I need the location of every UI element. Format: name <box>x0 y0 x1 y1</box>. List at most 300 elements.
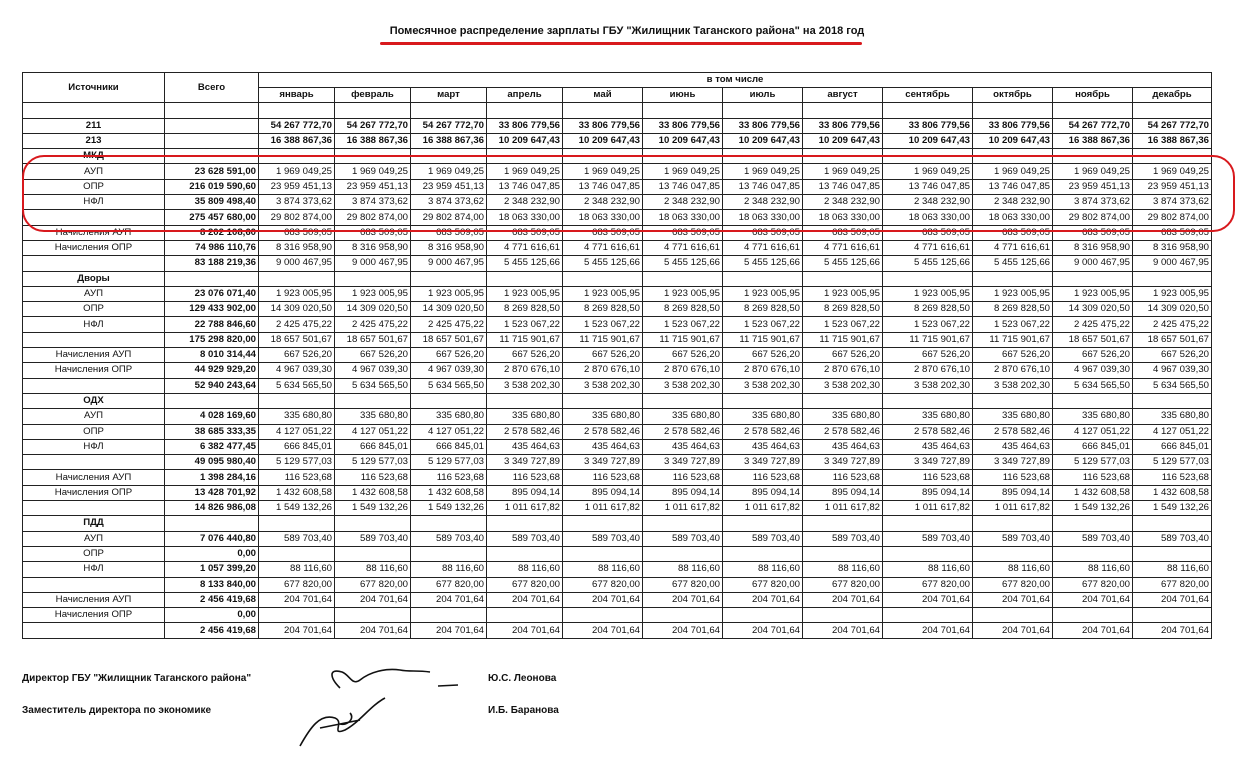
month-value: 2 348 232,90 <box>723 195 803 210</box>
month-value: 667 526,20 <box>1133 348 1212 363</box>
month-value: 116 523,68 <box>643 470 723 485</box>
month-value: 435 464,63 <box>723 439 803 454</box>
row-label: МКД <box>23 149 165 164</box>
month-value <box>803 149 883 164</box>
month-value: 9 000 467,95 <box>1133 256 1212 271</box>
month-value: 1 011 617,82 <box>643 501 723 516</box>
month-value <box>1053 103 1133 118</box>
month-value: 1 011 617,82 <box>973 501 1053 516</box>
month-value <box>259 546 335 561</box>
month-value: 18 657 501,67 <box>1133 332 1212 347</box>
month-value <box>973 546 1053 561</box>
month-value: 589 703,40 <box>487 531 563 546</box>
month-value: 589 703,40 <box>335 531 411 546</box>
month-value: 16 388 867,36 <box>335 133 411 148</box>
month-value <box>259 103 335 118</box>
month-value: 18 063 330,00 <box>563 210 643 225</box>
month-value: 2 870 676,10 <box>883 363 973 378</box>
month-value: 2 578 582,46 <box>973 424 1053 439</box>
month-value: 1 011 617,82 <box>723 501 803 516</box>
month-value: 3 349 727,89 <box>883 455 973 470</box>
month-value: 667 526,20 <box>563 348 643 363</box>
month-value: 1 549 132,26 <box>1133 501 1212 516</box>
month-value: 677 820,00 <box>723 577 803 592</box>
month-value: 335 680,80 <box>1133 409 1212 424</box>
month-value: 1 969 049,25 <box>883 164 973 179</box>
month-value: 116 523,68 <box>411 470 487 485</box>
row-total: 52 940 243,64 <box>165 378 259 393</box>
month-value <box>335 546 411 561</box>
month-value: 204 701,64 <box>411 592 487 607</box>
month-value: 11 715 901,67 <box>643 332 723 347</box>
month-value: 667 526,20 <box>723 348 803 363</box>
month-header: декабрь <box>1133 88 1212 103</box>
month-value <box>803 103 883 118</box>
month-value <box>487 393 563 408</box>
month-value: 683 509,05 <box>335 225 411 240</box>
month-value: 88 116,60 <box>259 562 335 577</box>
month-value: 13 746 047,85 <box>563 179 643 194</box>
month-value: 5 129 577,03 <box>259 455 335 470</box>
month-header: январь <box>259 88 335 103</box>
month-value <box>1133 149 1212 164</box>
month-value <box>643 393 723 408</box>
deputy-name: И.Б. Баранова <box>488 705 559 716</box>
month-value: 677 820,00 <box>411 577 487 592</box>
row-label: АУП <box>23 164 165 179</box>
month-value: 1 923 005,95 <box>883 286 973 301</box>
month-value: 1 923 005,95 <box>411 286 487 301</box>
month-value: 589 703,40 <box>973 531 1053 546</box>
row-total: 8 202 108,60 <box>165 225 259 240</box>
month-value: 3 349 727,89 <box>643 455 723 470</box>
month-value: 1 432 608,58 <box>335 485 411 500</box>
month-value: 88 116,60 <box>563 562 643 577</box>
salary-table <box>22 72 1212 639</box>
month-value <box>563 103 643 118</box>
month-value: 435 464,63 <box>643 439 723 454</box>
month-value: 2 578 582,46 <box>487 424 563 439</box>
row-total: 1 398 284,16 <box>165 470 259 485</box>
month-value: 2 578 582,46 <box>643 424 723 439</box>
month-value: 13 746 047,85 <box>643 179 723 194</box>
month-value: 2 348 232,90 <box>643 195 723 210</box>
month-value: 5 129 577,03 <box>1133 455 1212 470</box>
month-value: 4 967 039,30 <box>259 363 335 378</box>
row-total: 1 057 399,20 <box>165 562 259 577</box>
month-value: 11 715 901,67 <box>803 332 883 347</box>
month-value: 116 523,68 <box>1133 470 1212 485</box>
month-value <box>563 608 643 623</box>
month-value: 5 455 125,66 <box>643 256 723 271</box>
row-total: 22 788 846,60 <box>165 317 259 332</box>
month-value: 8 269 828,50 <box>803 302 883 317</box>
row-total: 6 382 477,45 <box>165 439 259 454</box>
month-value: 5 634 565,50 <box>1133 378 1212 393</box>
month-value <box>723 608 803 623</box>
month-value: 666 845,01 <box>259 439 335 454</box>
month-value <box>563 393 643 408</box>
month-value: 88 116,60 <box>487 562 563 577</box>
month-value: 1 011 617,82 <box>487 501 563 516</box>
table-row <box>23 501 1212 516</box>
month-value: 18 063 330,00 <box>883 210 973 225</box>
month-value: 683 509,05 <box>411 225 487 240</box>
month-value <box>723 271 803 286</box>
title-underline <box>380 42 862 45</box>
month-value: 895 094,14 <box>487 485 563 500</box>
month-value: 33 806 779,56 <box>883 118 973 133</box>
month-value: 1 923 005,95 <box>1053 286 1133 301</box>
month-value: 14 309 020,50 <box>411 302 487 317</box>
month-value: 1 923 005,95 <box>335 286 411 301</box>
month-value <box>1133 516 1212 531</box>
month-value: 8 269 828,50 <box>563 302 643 317</box>
month-value: 23 959 451,13 <box>411 179 487 194</box>
month-value <box>803 608 883 623</box>
month-value: 204 701,64 <box>1053 623 1133 638</box>
month-value: 1 523 067,22 <box>803 317 883 332</box>
month-value: 677 820,00 <box>335 577 411 592</box>
month-value: 204 701,64 <box>259 623 335 638</box>
row-total: 129 433 902,00 <box>165 302 259 317</box>
month-value: 677 820,00 <box>1053 577 1133 592</box>
month-value <box>1133 271 1212 286</box>
table-row <box>23 363 1212 378</box>
month-value: 10 209 647,43 <box>803 133 883 148</box>
month-value <box>411 271 487 286</box>
month-value: 677 820,00 <box>803 577 883 592</box>
month-value <box>973 516 1053 531</box>
row-label: ОПР <box>23 546 165 561</box>
month-value <box>803 546 883 561</box>
month-value: 5 634 565,50 <box>411 378 487 393</box>
row-label: Начисления АУП <box>23 470 165 485</box>
month-value <box>259 516 335 531</box>
month-value: 1 969 049,25 <box>723 164 803 179</box>
row-label: АУП <box>23 286 165 301</box>
row-label <box>23 623 165 638</box>
month-value: 677 820,00 <box>487 577 563 592</box>
month-value <box>803 393 883 408</box>
month-header: ноябрь <box>1053 88 1133 103</box>
month-value: 667 526,20 <box>803 348 883 363</box>
month-value: 88 116,60 <box>973 562 1053 577</box>
month-value: 1 969 049,25 <box>1133 164 1212 179</box>
table-row <box>23 378 1212 393</box>
table-row <box>23 562 1212 577</box>
month-value: 335 680,80 <box>563 409 643 424</box>
month-value: 204 701,64 <box>643 592 723 607</box>
month-value: 1 011 617,82 <box>563 501 643 516</box>
month-value: 204 701,64 <box>973 623 1053 638</box>
month-value: 335 680,80 <box>803 409 883 424</box>
month-value: 1 969 049,25 <box>803 164 883 179</box>
table-row <box>23 149 1212 164</box>
month-value <box>1133 103 1212 118</box>
month-value: 4 127 051,22 <box>411 424 487 439</box>
month-value: 18 063 330,00 <box>973 210 1053 225</box>
month-value: 677 820,00 <box>973 577 1053 592</box>
month-value: 3 874 373,62 <box>1053 195 1133 210</box>
table-row <box>23 302 1212 317</box>
month-value: 666 845,01 <box>1053 439 1133 454</box>
month-value: 33 806 779,56 <box>487 118 563 133</box>
month-value <box>883 546 973 561</box>
month-value <box>723 516 803 531</box>
month-value: 2 578 582,46 <box>883 424 973 439</box>
month-value <box>411 608 487 623</box>
month-value <box>643 608 723 623</box>
month-value: 1 923 005,95 <box>259 286 335 301</box>
month-value: 5 129 577,03 <box>335 455 411 470</box>
month-value: 1 432 608,58 <box>1133 485 1212 500</box>
month-value <box>259 608 335 623</box>
month-value: 5 455 125,66 <box>723 256 803 271</box>
month-value: 116 523,68 <box>259 470 335 485</box>
month-value: 683 509,05 <box>1053 225 1133 240</box>
month-value <box>487 546 563 561</box>
row-total: 49 095 980,40 <box>165 455 259 470</box>
month-value: 683 509,05 <box>643 225 723 240</box>
month-value: 13 746 047,85 <box>803 179 883 194</box>
row-total <box>165 393 259 408</box>
month-value: 10 209 647,43 <box>487 133 563 148</box>
month-value: 29 802 874,00 <box>259 210 335 225</box>
month-value: 33 806 779,56 <box>973 118 1053 133</box>
month-value <box>883 271 973 286</box>
month-value: 589 703,40 <box>803 531 883 546</box>
month-value: 1 432 608,58 <box>411 485 487 500</box>
month-value: 14 309 020,50 <box>1133 302 1212 317</box>
month-value: 29 802 874,00 <box>411 210 487 225</box>
month-value: 9 000 467,95 <box>335 256 411 271</box>
month-value: 8 269 828,50 <box>973 302 1053 317</box>
month-value: 13 746 047,85 <box>487 179 563 194</box>
month-value: 435 464,63 <box>973 439 1053 454</box>
month-value: 204 701,64 <box>643 623 723 638</box>
table-row <box>23 210 1212 225</box>
month-value: 677 820,00 <box>259 577 335 592</box>
table-row <box>23 271 1212 286</box>
month-value: 16 388 867,36 <box>259 133 335 148</box>
month-value: 335 680,80 <box>259 409 335 424</box>
month-value: 1 969 049,25 <box>259 164 335 179</box>
month-value <box>411 393 487 408</box>
row-label: 211 <box>23 118 165 133</box>
month-value: 54 267 772,70 <box>335 118 411 133</box>
month-value: 2 348 232,90 <box>563 195 643 210</box>
row-total <box>165 133 259 148</box>
row-label: ОДХ <box>23 393 165 408</box>
month-value <box>883 608 973 623</box>
month-value: 1 969 049,25 <box>411 164 487 179</box>
table-row <box>23 332 1212 347</box>
month-value: 11 715 901,67 <box>723 332 803 347</box>
month-value: 33 806 779,56 <box>563 118 643 133</box>
month-value: 683 509,05 <box>563 225 643 240</box>
month-value: 1 969 049,25 <box>643 164 723 179</box>
row-label: Начисления ОПР <box>23 363 165 378</box>
month-value: 204 701,64 <box>487 592 563 607</box>
month-value: 1 923 005,95 <box>563 286 643 301</box>
month-value: 589 703,40 <box>1053 531 1133 546</box>
month-value: 589 703,40 <box>259 531 335 546</box>
month-value <box>1053 608 1133 623</box>
month-value <box>883 393 973 408</box>
month-value <box>803 516 883 531</box>
month-value: 4 771 616,61 <box>883 240 973 255</box>
row-total: 4 028 169,60 <box>165 409 259 424</box>
month-value: 1 923 005,95 <box>723 286 803 301</box>
month-value: 14 309 020,50 <box>1053 302 1133 317</box>
month-value: 88 116,60 <box>883 562 973 577</box>
month-value: 18 063 330,00 <box>487 210 563 225</box>
month-value <box>411 103 487 118</box>
table-row <box>23 608 1212 623</box>
month-value <box>335 149 411 164</box>
table-row <box>23 195 1212 210</box>
month-value <box>563 149 643 164</box>
month-value <box>883 103 973 118</box>
row-label <box>23 378 165 393</box>
month-value: 335 680,80 <box>643 409 723 424</box>
director-name: Ю.С. Леонова <box>488 673 557 684</box>
month-value: 1 549 132,26 <box>259 501 335 516</box>
month-value: 589 703,40 <box>1133 531 1212 546</box>
table-row <box>23 531 1212 546</box>
row-label: Начисления АУП <box>23 225 165 240</box>
month-value: 5 455 125,66 <box>973 256 1053 271</box>
row-label <box>23 455 165 470</box>
row-label: ОПР <box>23 179 165 194</box>
month-value: 335 680,80 <box>487 409 563 424</box>
month-value: 8 269 828,50 <box>723 302 803 317</box>
month-value: 11 715 901,67 <box>487 332 563 347</box>
row-total: 13 428 701,92 <box>165 485 259 500</box>
month-value: 677 820,00 <box>563 577 643 592</box>
month-value: 683 509,05 <box>723 225 803 240</box>
month-value: 116 523,68 <box>973 470 1053 485</box>
month-value: 204 701,64 <box>1053 592 1133 607</box>
month-value <box>411 149 487 164</box>
month-value: 88 116,60 <box>643 562 723 577</box>
month-value <box>973 393 1053 408</box>
month-value: 9 000 467,95 <box>1053 256 1133 271</box>
month-value: 895 094,14 <box>973 485 1053 500</box>
month-value: 18 063 330,00 <box>803 210 883 225</box>
month-value: 667 526,20 <box>1053 348 1133 363</box>
month-value: 1 523 067,22 <box>883 317 973 332</box>
month-value: 5 455 125,66 <box>487 256 563 271</box>
month-value <box>1053 271 1133 286</box>
month-value: 18 657 501,67 <box>259 332 335 347</box>
month-value: 1 432 608,58 <box>259 485 335 500</box>
row-total: 275 457 680,00 <box>165 210 259 225</box>
row-total: 23 628 591,00 <box>165 164 259 179</box>
table-row <box>23 470 1212 485</box>
row-total <box>165 516 259 531</box>
month-value: 16 388 867,36 <box>411 133 487 148</box>
month-value <box>1053 149 1133 164</box>
month-value: 10 209 647,43 <box>643 133 723 148</box>
month-value: 335 680,80 <box>1053 409 1133 424</box>
table-row <box>23 240 1212 255</box>
month-value <box>259 149 335 164</box>
month-value: 33 806 779,56 <box>723 118 803 133</box>
month-value: 683 509,05 <box>883 225 973 240</box>
month-value: 1 969 049,25 <box>487 164 563 179</box>
month-value: 33 806 779,56 <box>643 118 723 133</box>
table-row <box>23 546 1212 561</box>
row-label: НФЛ <box>23 317 165 332</box>
month-value: 204 701,64 <box>335 623 411 638</box>
month-value: 4 967 039,30 <box>1133 363 1212 378</box>
month-value: 2 425 475,22 <box>259 317 335 332</box>
month-value: 1 549 132,26 <box>1053 501 1133 516</box>
month-value: 3 874 373,62 <box>335 195 411 210</box>
month-value: 13 746 047,85 <box>723 179 803 194</box>
row-label: ОПР <box>23 302 165 317</box>
month-value: 13 746 047,85 <box>883 179 973 194</box>
row-total: 216 019 590,60 <box>165 179 259 194</box>
month-value <box>335 393 411 408</box>
table-row <box>23 225 1212 240</box>
month-value: 683 509,05 <box>1133 225 1212 240</box>
month-value: 23 959 451,13 <box>335 179 411 194</box>
row-label <box>23 103 165 118</box>
month-value: 5 129 577,03 <box>1053 455 1133 470</box>
month-value <box>335 608 411 623</box>
month-value: 435 464,63 <box>487 439 563 454</box>
month-value: 2 348 232,90 <box>883 195 973 210</box>
header-in-that: в том числе <box>259 73 1212 88</box>
month-value: 677 820,00 <box>643 577 723 592</box>
month-value <box>487 271 563 286</box>
row-total: 83 188 219,36 <box>165 256 259 271</box>
row-label: НФЛ <box>23 562 165 577</box>
table-row <box>23 133 1212 148</box>
month-value: 2 870 676,10 <box>487 363 563 378</box>
month-value <box>1133 546 1212 561</box>
month-value: 8 316 958,90 <box>411 240 487 255</box>
month-value: 1 969 049,25 <box>335 164 411 179</box>
month-value: 3 349 727,89 <box>723 455 803 470</box>
month-value: 204 701,64 <box>1133 623 1212 638</box>
month-value: 204 701,64 <box>803 623 883 638</box>
month-value: 895 094,14 <box>883 485 973 500</box>
month-value: 4 771 616,61 <box>563 240 643 255</box>
table-row <box>23 577 1212 592</box>
row-total <box>165 149 259 164</box>
month-value: 3 349 727,89 <box>973 455 1053 470</box>
row-label: АУП <box>23 409 165 424</box>
month-value <box>335 103 411 118</box>
month-header: сентябрь <box>883 88 973 103</box>
month-value <box>973 608 1053 623</box>
month-value: 4 771 616,61 <box>973 240 1053 255</box>
header-row-top <box>23 73 1212 88</box>
month-value: 204 701,64 <box>723 592 803 607</box>
month-value: 895 094,14 <box>803 485 883 500</box>
month-value: 666 845,01 <box>335 439 411 454</box>
month-value: 4 967 039,30 <box>411 363 487 378</box>
row-label: 213 <box>23 133 165 148</box>
month-value: 4 127 051,22 <box>1133 424 1212 439</box>
month-value: 666 845,01 <box>1133 439 1212 454</box>
month-value: 435 464,63 <box>563 439 643 454</box>
month-value: 9 000 467,95 <box>259 256 335 271</box>
